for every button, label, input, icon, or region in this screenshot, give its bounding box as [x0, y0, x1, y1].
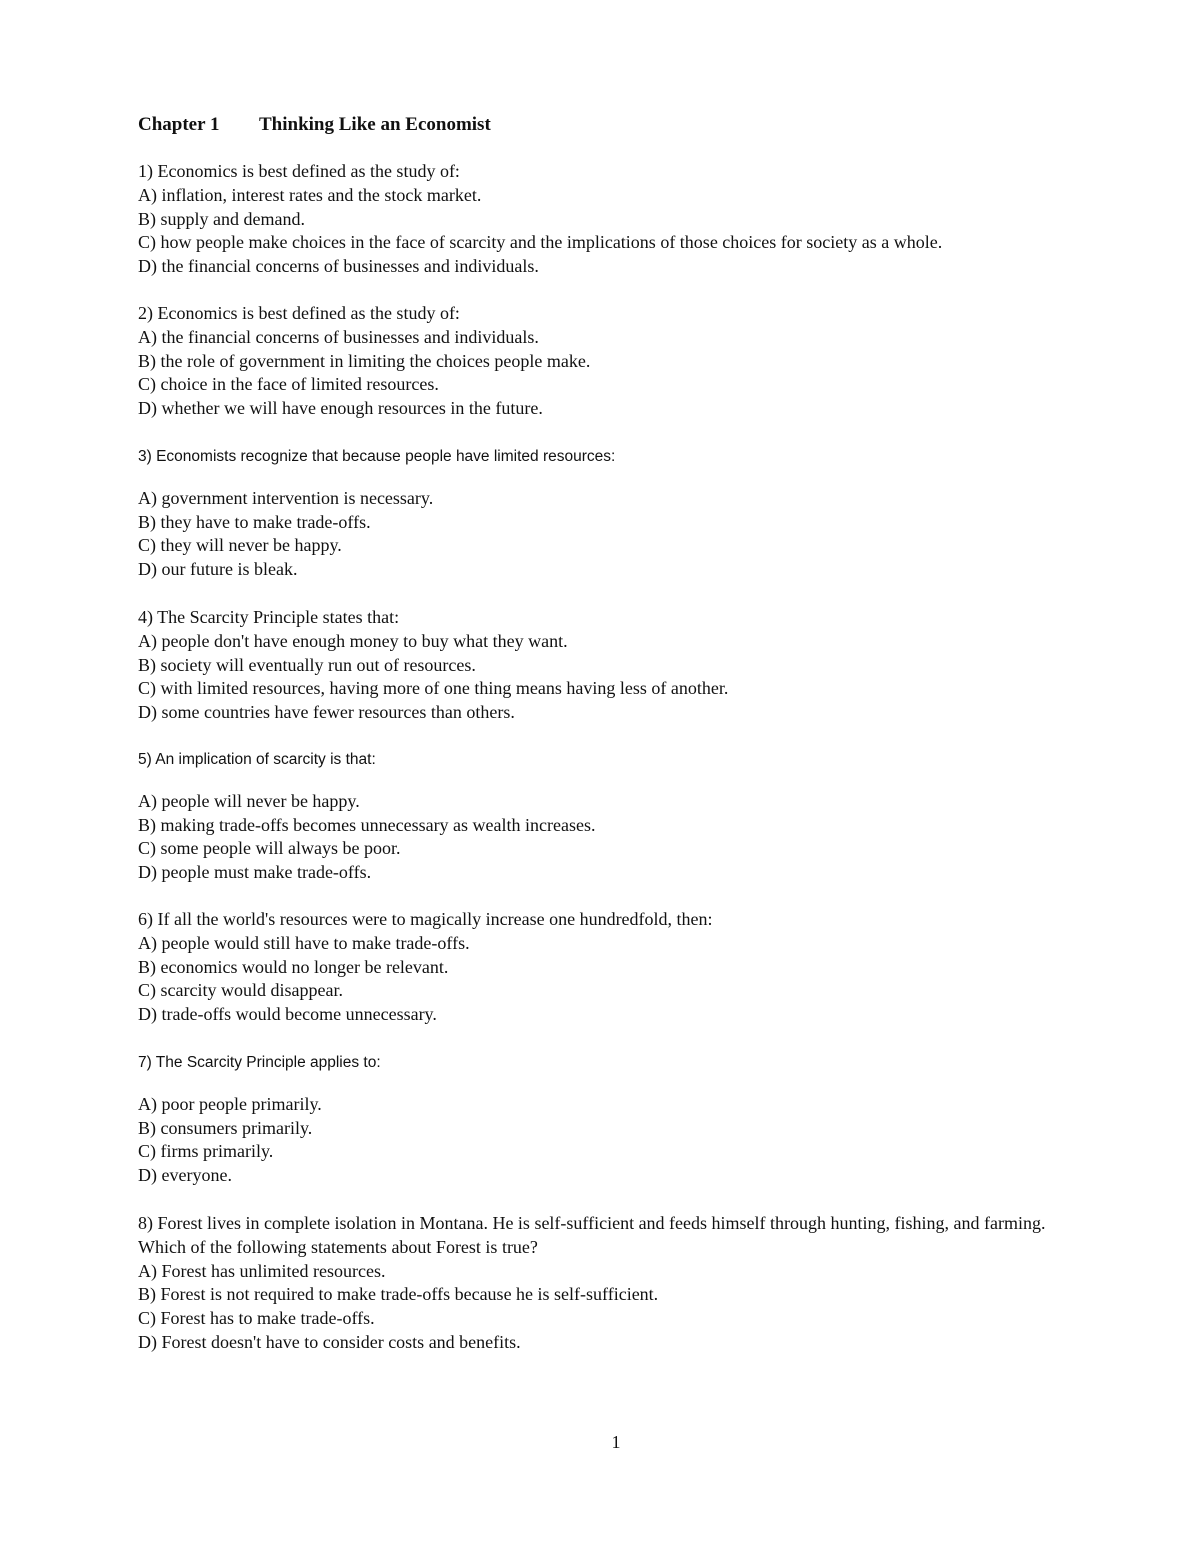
- answer-option-c: C) scarcity would disappear.: [138, 980, 343, 1001]
- chapter-title: Thinking Like an Economist: [259, 114, 491, 135]
- answer-option-d: D) our future is bleak.: [138, 559, 298, 580]
- answer-option-a: A) government intervention is necessary.: [138, 487, 434, 508]
- question-stem: 1) Economics is best defined as the study of:: [138, 161, 460, 181]
- chapter-label: Chapter 1: [138, 114, 220, 135]
- answer-option-c: C) they will never be happy.: [138, 535, 342, 556]
- question-7: [138, 1051, 1078, 1188]
- answer-option-a: A) poor people primarily.: [138, 1093, 322, 1114]
- question-stem: 5) An implication of scarcity is that:: [138, 751, 376, 768]
- question-stem: 2) Economics is best defined as the study of:: [138, 303, 460, 323]
- answer-option-d: D) trade-offs would become unnecessary.: [138, 1004, 437, 1025]
- question-2: [138, 302, 1078, 421]
- answer-option-d: D) people must make trade-offs.: [138, 862, 372, 883]
- chapter-heading: [138, 112, 491, 138]
- answer-option-a: A) people would still have to make trade-offs.: [138, 932, 470, 953]
- question-6: [138, 908, 1078, 1027]
- question-stem: 3) Economists recognize that because people have limited resources:: [138, 448, 616, 465]
- answer-option-c: C) choice in the face of limited resources.: [138, 374, 439, 395]
- answer-option-b: B) supply and demand.: [138, 208, 305, 229]
- question-stem: 6) If all the world's resources were to magically increase one hundredfold, then:: [138, 909, 713, 929]
- answer-option-b: B) making trade-offs becomes unnecessary as wealth increases.: [138, 814, 596, 835]
- answer-option-b: B) they have to make trade-offs.: [138, 511, 371, 532]
- answer-option-d: D) Forest doesn't have to consider costs and benefits.: [138, 1331, 521, 1352]
- question-1: [138, 160, 1078, 279]
- answer-option-c: C) with limited resources, having more of one thing means having less of another.: [138, 678, 729, 699]
- answer-option-b: B) society will eventually run out of resources.: [138, 654, 476, 675]
- answer-option-c: C) how people make choices in the face of scarcity and the implications of those choices for society as a whole.: [138, 232, 943, 253]
- question-stem: 8) Forest lives in complete isolation in Montana. He is self-sufficient and feeds himself through hunting, fishing, and farming. Which of the following statements about Forest is true?: [138, 1213, 1046, 1257]
- answer-option-d: D) the financial concerns of businesses and individuals.: [138, 256, 539, 277]
- question-8: [138, 1212, 1078, 1355]
- answer-option-b: B) economics would no longer be relevant.: [138, 956, 449, 977]
- answer-option-a: A) Forest has unlimited resources.: [138, 1260, 386, 1281]
- answer-option-b: B) Forest is not required to make trade-offs because he is self-sufficient.: [138, 1284, 659, 1305]
- answer-option-c: C) Forest has to make trade-offs.: [138, 1308, 375, 1329]
- answer-option-c: C) firms primarily.: [138, 1141, 274, 1162]
- answer-option-a: A) people will never be happy.: [138, 790, 360, 811]
- question-stem: 4) The Scarcity Principle states that:: [138, 607, 400, 627]
- question-3: [138, 445, 1078, 582]
- answer-option-c: C) some people will always be poor.: [138, 838, 401, 859]
- page-number: 1: [611, 1432, 621, 1452]
- answer-option-a: A) people don't have enough money to buy what they want.: [138, 630, 568, 651]
- answer-option-a: A) the financial concerns of businesses and individuals.: [138, 326, 539, 347]
- answer-option-d: D) everyone.: [138, 1165, 232, 1186]
- question-4: [138, 606, 1078, 725]
- question-stem: 7) The Scarcity Principle applies to:: [138, 1054, 381, 1071]
- question-5: [138, 748, 1078, 885]
- answer-option-a: A) inflation, interest rates and the stock market.: [138, 184, 482, 205]
- answer-option-d: D) some countries have fewer resources than others.: [138, 702, 515, 723]
- answer-option-b: B) the role of government in limiting the choices people make.: [138, 350, 591, 371]
- answer-option-b: B) consumers primarily.: [138, 1117, 313, 1138]
- answer-option-d: D) whether we will have enough resources in the future.: [138, 398, 543, 419]
